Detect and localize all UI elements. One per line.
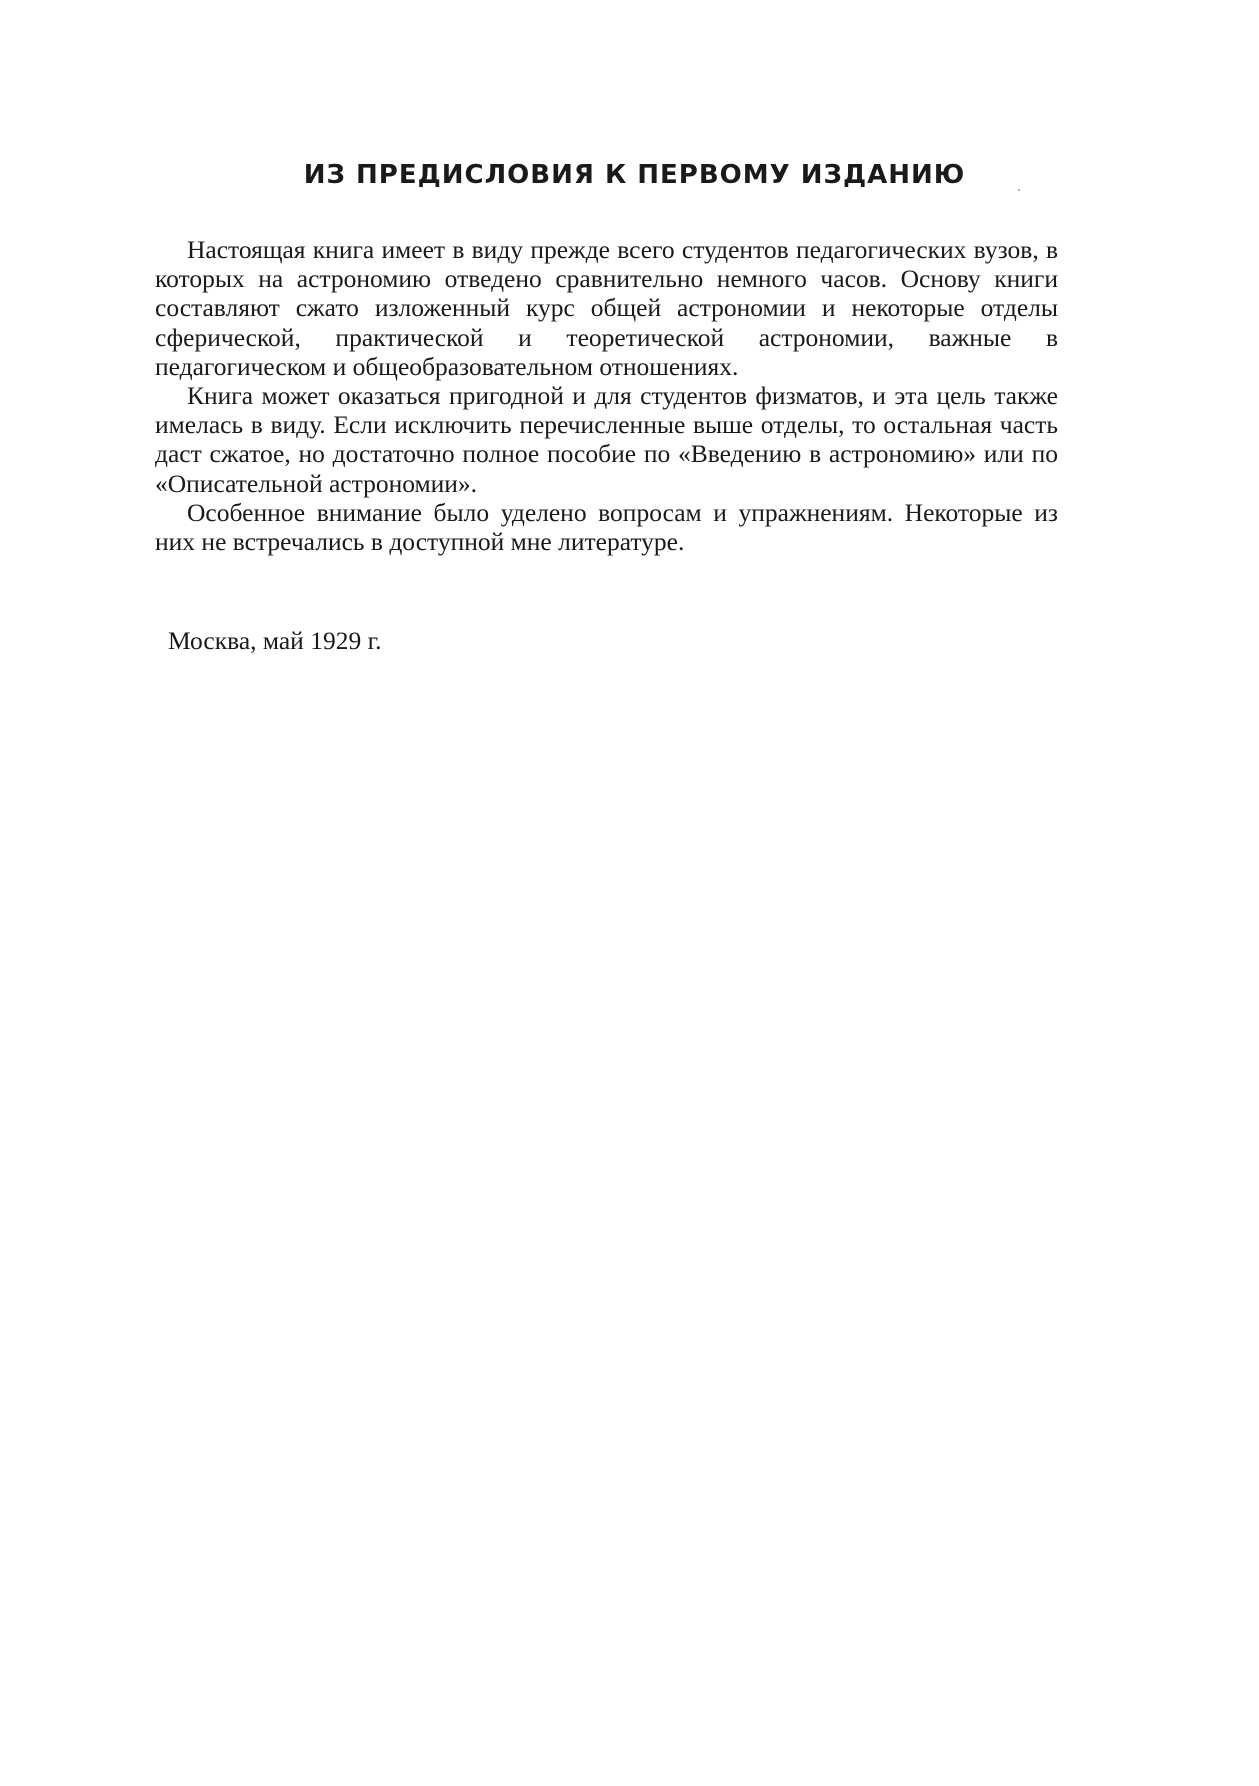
- paragraph-1: Настоящая книга имеет в виду прежде всего студентов педагогических вузов, в которых на астрономию отведено сравнительно немного часов. Основу книги составляют сжато изложенный курс общей астрономии и некоторые отделы сферической, практической и теоретической астрономии, важные в педагогическом и общеобразовательном отношениях.: [155, 235, 1058, 381]
- paragraph-3: Особенное внимание было уделено вопросам и упражнениям. Некоторые из них не встречались в доступной мне литературе.: [155, 497, 1058, 557]
- scan-speck: [1018, 189, 1020, 191]
- page-title: ИЗ ПРЕДИСЛОВИЯ К ПЕРВОМУ ИЗДАНИЮ: [303, 160, 966, 190]
- paragraph-2: Книга может оказаться пригодной и для студентов физматов, и эта цель также имелась в виду. Если исключить перечисленные выше отделы, то остальная часть даст сжатое, но достаточно полное пособие по «Введению в астрономию» или по «Описательной астрономии».: [155, 381, 1058, 498]
- place-date-signoff: Москва, май 1929 г.: [168, 626, 382, 655]
- preface-body: [155, 235, 1058, 556]
